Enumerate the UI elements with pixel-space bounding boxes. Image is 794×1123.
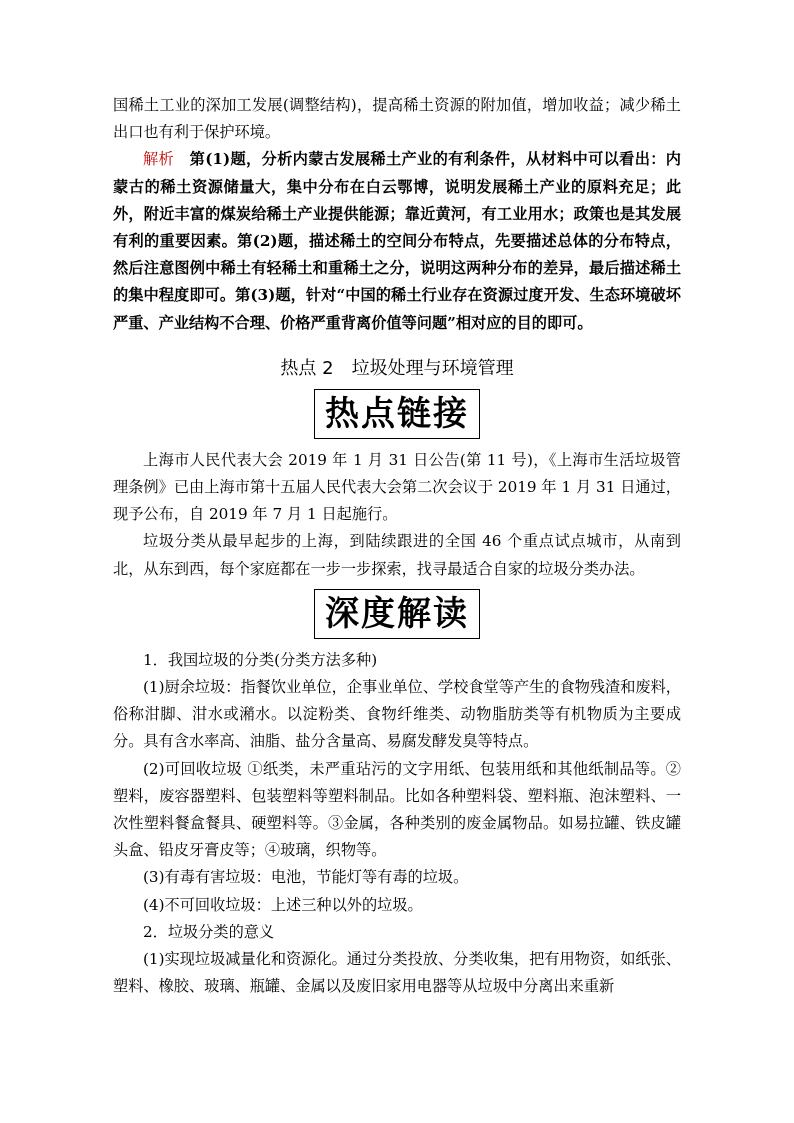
item-paragraph-4: (4)不可回收垃圾：上述三种以外的垃圾。 xyxy=(143,895,423,914)
analysis-paragraph xyxy=(113,146,681,336)
section-title: 热点 2 垃圾处理与环境管理 xyxy=(280,357,514,379)
item-heading-1: 1．我国垃圾的分类(分类方法多种) xyxy=(143,650,378,669)
hotlink-paragraph-2: 垃圾分类从最早起步的上海，到陆续跟进的全国 46 个重点试点城市，从南到北，从东到西，每个家庭都在一步一步探索，找寻最适合自家的垃圾分类办法。 xyxy=(113,532,681,578)
analysis-label: 解析 xyxy=(143,150,175,169)
item-paragraph-1: (1)厨余垃圾：指餐饮业单位，企事业单位、学校食堂等产生的食物残渣和废料，俗称泔脚、泔水或潲水。以淀粉类、食物纤维类、动物脂肪类等有机物质为主要成分。具有含水率高、油脂、盐分含量高、易腐发酵发臭等特点。 xyxy=(113,678,681,751)
depth-box-title: 深度解读 xyxy=(314,589,480,639)
item-paragraph-3: (3)有毒有害垃圾：电池，节能灯等有毒的垃圾。 xyxy=(143,868,469,887)
hotlink-box-wrap xyxy=(113,389,681,439)
item-heading-2: 2．垃圾分类的意义 xyxy=(143,922,275,941)
intro-paragraph: 国稀土工业的深加工发展(调整结构)，提高稀土资源的附加值，增加收益；减少稀土出口也有利于保护环境。 xyxy=(113,96,681,142)
item-paragraph-5: (1)实现垃圾减量化和资源化。通过分类投放、分类收集，把有用物资，如纸张、塑料、橡胶、玻璃、瓶罐、金属以及废旧家用电器等从垃圾中分离出来重新 xyxy=(113,950,681,996)
depth-box-wrap xyxy=(113,589,681,639)
item-paragraph-2: (2)可回收垃圾 ①纸类，未严重玷污的文字用纸、包装用纸和其他纸制品等。②塑料，废容器塑料、包装塑料等塑料制品。比如各种塑料袋、塑料瓶、泡沫塑料、一次性塑料餐盒餐具、硬塑料等。③金属，各种类别的废金属物品。如易拉罐、铁皮罐头盒、铅皮牙膏皮等；④玻璃，织物等。 xyxy=(113,759,681,860)
document-page xyxy=(113,92,681,1000)
analysis-text: 第(1)题，分析内蒙古发展稀土产业的有利条件，从材料中可以看出：内蒙古的稀土资源储量大，集中分布在白云鄂博，说明发展稀土产业的原料充足；此外，附近丰富的煤炭给稀土产业提供能源；靠近黄河，有工业用水；政策也是其发展有利的重要因素。第(2)题，描述稀土的空间分布特点，先要描述总体的分布特点，然后注意图例中稀土有轻稀土和重稀土之分，说明这两种分布的差异，最后描述稀土的集中程度即可。第(3)题，针对“中国的稀土行业存在资源过度开发、生态环境破坏严重、产业结构不合理、价格严重背离价值等问题”相对应的目的即可。 xyxy=(113,150,681,332)
hotlink-box-title: 热点链接 xyxy=(314,389,480,439)
hotlink-paragraph-1: 上海市人民代表大会 2019 年 1 月 31 日公告(第 11 号)，《上海市生活垃圾管理条例》已由上海市第十五届人民代表大会第二次会议于 2019 年 1 月 31 日通过，现予公布，自 2019 年 7 月 1 日起施行。 xyxy=(113,450,681,524)
